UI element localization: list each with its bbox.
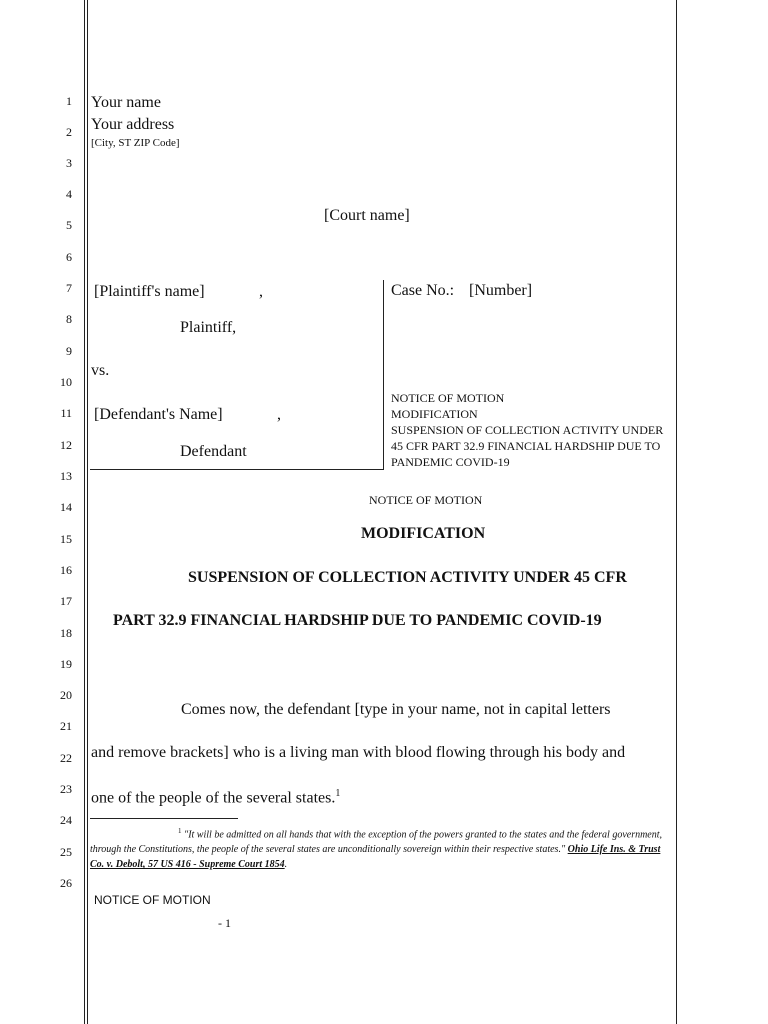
case-number: [Number] — [469, 282, 533, 299]
your-address: Your address — [91, 116, 175, 133]
line-number: 26 — [60, 876, 72, 890]
footer-title: NOTICE OF MOTION — [94, 893, 211, 907]
line-number: 17 — [60, 594, 72, 608]
line-number: 6 — [66, 250, 72, 264]
line-number: 20 — [60, 688, 72, 702]
line-number: 23 — [60, 782, 72, 796]
plaintiff-role: Plaintiff, — [180, 319, 237, 336]
line-number: 14 — [60, 500, 72, 514]
line-number: 7 — [66, 281, 72, 295]
defendant-name: [Defendant's Name] — [94, 406, 223, 423]
line-number: 21 — [60, 719, 72, 733]
footnote-separator — [90, 818, 238, 819]
footnote-citation: Ohio Life Ins. & Trust Co. v. Debolt, 57 US 416 - Supreme Court 1854 — [90, 844, 661, 871]
your-name: Your name — [91, 94, 161, 111]
body-line-2: and remove brackets] who is a living man with blood flowing through his body and — [91, 744, 626, 761]
line-number: 4 — [66, 187, 72, 201]
title-line-1: SUSPENSION OF COLLECTION ACTIVITY UNDER 45 CFR — [188, 569, 627, 586]
defendant-role: Defendant — [180, 443, 247, 460]
city-state-zip: [City, ST ZIP Code] — [91, 137, 180, 149]
line-number: 10 — [60, 375, 72, 389]
page-number: - 1 — [218, 916, 231, 930]
line-number: 24 — [60, 813, 72, 827]
modification-heading: MODIFICATION — [361, 525, 486, 542]
body-line-3-text: one of the people of the several states. — [91, 789, 336, 807]
defendant-comma: , — [277, 406, 281, 423]
body-line-3 — [91, 788, 340, 807]
line-number: 15 — [60, 532, 72, 546]
line-number: 12 — [60, 438, 72, 452]
case-number-label: Case No.: — [391, 282, 455, 299]
plaintiff-name: [Plaintiff's name] — [94, 283, 205, 300]
case-title-line: MODIFICATION — [391, 407, 478, 421]
line-number: 1 — [66, 94, 72, 108]
footnote-end: . — [284, 859, 288, 871]
title-line-2: PART 32.9 FINANCIAL HARDSHIP DUE TO PANDEMIC COVID-19 — [113, 612, 602, 629]
line-number: 22 — [60, 751, 72, 765]
line-number: 9 — [66, 344, 72, 358]
notice-of-motion-heading: NOTICE OF MOTION — [369, 493, 483, 507]
line-number: 18 — [60, 626, 72, 640]
footnote-number: 1 — [178, 827, 182, 835]
line-number: 3 — [66, 156, 72, 170]
line-number: 19 — [60, 657, 72, 671]
line-number: 16 — [60, 563, 72, 577]
caption-box — [90, 280, 384, 470]
court-name: [Court name] — [324, 207, 410, 224]
case-title-line: 45 CFR PART 32.9 FINANCIAL HARDSHIP DUE TO — [391, 439, 661, 453]
line-number: 2 — [66, 125, 72, 139]
line-number: 8 — [66, 312, 72, 326]
plaintiff-comma: , — [259, 283, 263, 300]
versus-label: vs. — [91, 362, 110, 379]
case-title-line: SUSPENSION OF COLLECTION ACTIVITY UNDER — [391, 423, 664, 437]
left-margin-rule-outer — [84, 0, 85, 1024]
line-number: 11 — [60, 406, 72, 420]
line-number: 5 — [66, 218, 72, 232]
case-title-line: PANDEMIC COVID-19 — [391, 455, 510, 469]
case-title-line: NOTICE OF MOTION — [391, 391, 505, 405]
left-margin-rule-inner — [87, 0, 88, 1024]
line-number: 13 — [60, 469, 72, 483]
body-line-1: Comes now, the defendant [type in your name, not in capital letters — [181, 701, 611, 718]
right-margin-rule — [676, 0, 677, 1024]
line-number: 25 — [60, 845, 72, 859]
footnote-text: "It will be admitted on all hands that with the exception of the powers granted to the states and the federal government, through the Constitutions, the people of the several states are unconditionally sovereign within their respective states." — [90, 829, 663, 856]
footnote-reference[interactable]: 1 — [335, 788, 341, 799]
footnote — [90, 824, 668, 872]
